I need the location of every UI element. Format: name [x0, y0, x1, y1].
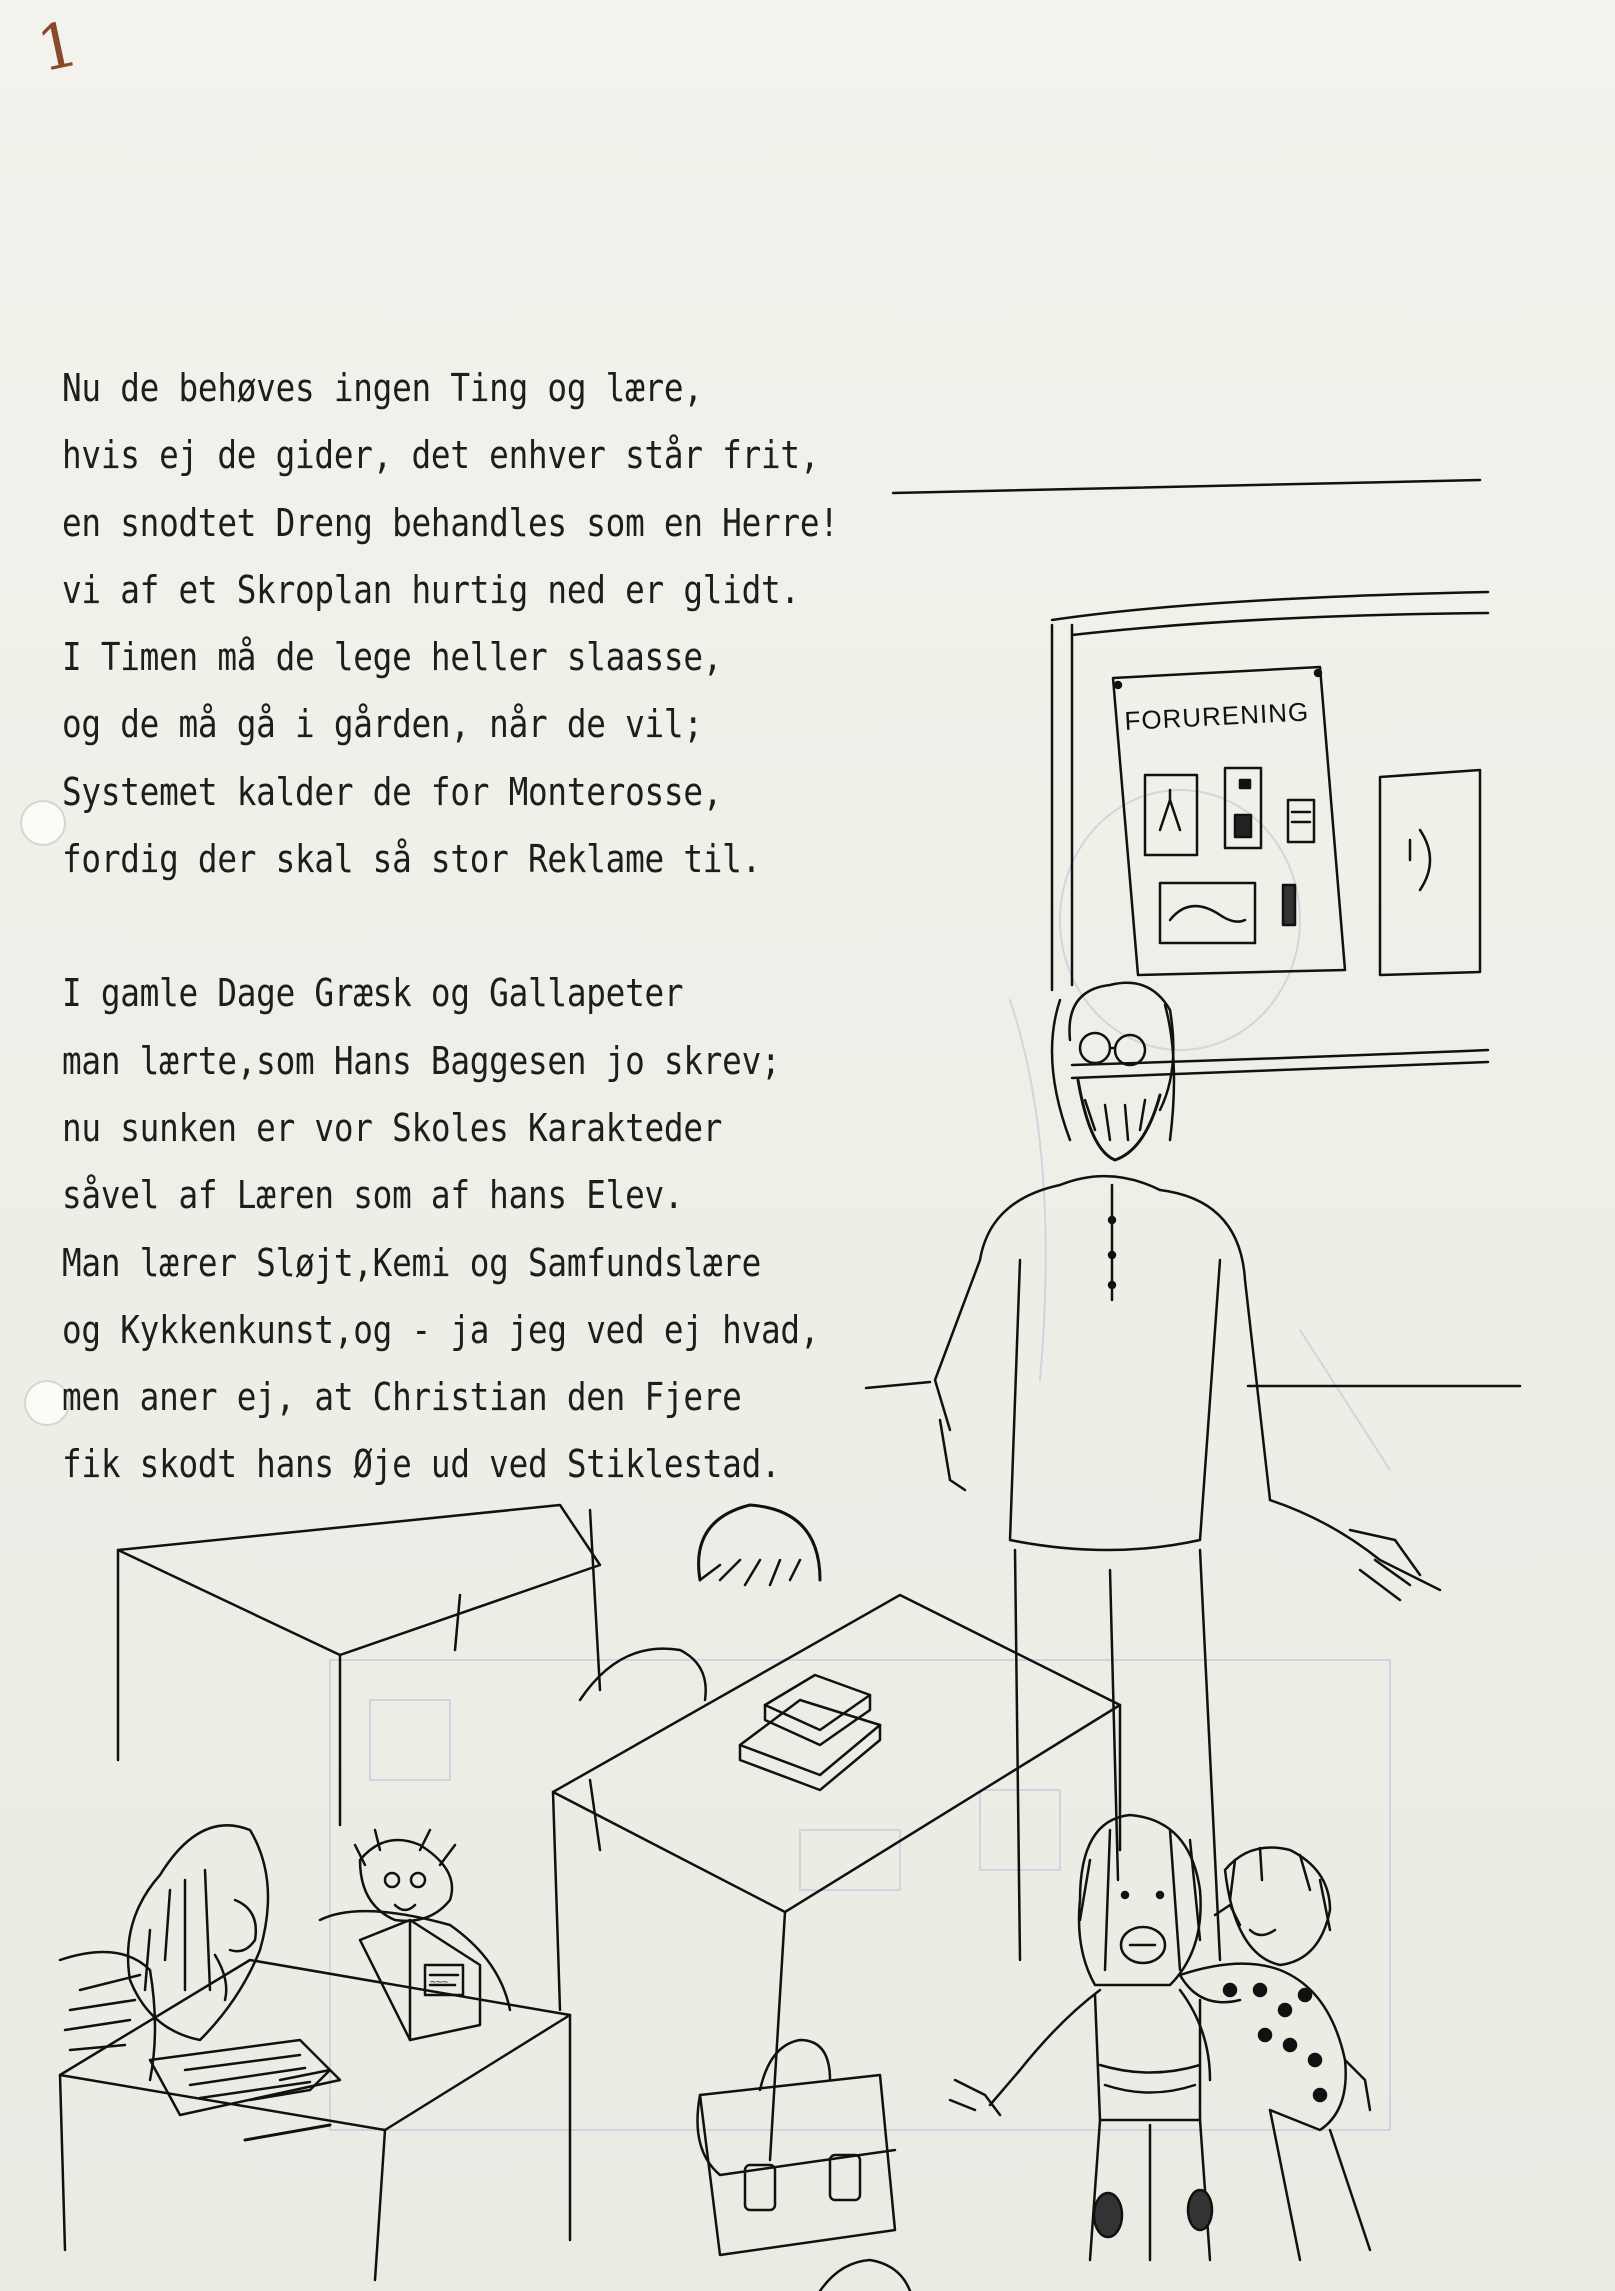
- show-through-drawing: [330, 790, 1390, 2130]
- poem-line: men aner ej, at Christian den Fjere: [62, 1375, 742, 1420]
- poem-line: Nu de behøves ingen Ting og lære,: [62, 366, 703, 410]
- table-middle: [553, 1505, 1120, 2160]
- student-boy-reading: [320, 1830, 510, 2040]
- poster-title: FORURENING: [1123, 696, 1310, 736]
- table-front-left: [60, 1960, 570, 2280]
- poem-line: og Kykkenkunst,og - ja jeg ved ej hvad,: [62, 1307, 820, 1352]
- poem-line: såvel af Læren som af hans Elev.: [62, 1173, 684, 1218]
- table-back-left: [118, 1505, 600, 1825]
- school-bag-icon: [698, 2040, 896, 2255]
- poem-line: en snodtet Dreng behandles som en Herre!: [62, 500, 839, 545]
- kid-crying: [950, 1815, 1212, 2260]
- wall-line: [866, 1382, 930, 1388]
- poem-line: man lærte,som Hans Baggesen jo skrev;: [62, 1038, 781, 1083]
- student-girl-writing: [60, 1825, 268, 2080]
- poem-line: I gamle Dage Græsk og Gallapeter: [62, 971, 684, 1016]
- book-label: ~~~: [430, 1977, 449, 1988]
- book-stack-icon: [740, 1675, 880, 1790]
- page-number: 1: [30, 6, 85, 87]
- poem-line: nu sunken er vor Skoles Karakteder: [62, 1105, 723, 1150]
- poem-line: og de må gå i gården, når de vil;: [62, 702, 703, 747]
- wall-line: [893, 480, 1480, 493]
- poem-line: fik skodt hans Øje ud ved Stiklestad.: [62, 1442, 781, 1487]
- poem-line: Systemet kalder de for Monterosse,: [62, 769, 723, 814]
- poem-line: hvis ej de gider, det enhver står frit,: [62, 433, 820, 478]
- poem-line: vi af et Skroplan hurtig ned er glidt.: [62, 567, 800, 612]
- pollution-poster: [1113, 667, 1345, 975]
- poem-line: fordig der skal så stor Reklame til.: [62, 837, 762, 882]
- chair-edge: [820, 2260, 910, 2291]
- poem-line: Man lærer Sløjt,Kemi og Samfundslære: [62, 1240, 762, 1285]
- poem-line: I Timen må de lege heller slaasse,: [62, 635, 723, 680]
- teacher-figure: [935, 983, 1440, 1960]
